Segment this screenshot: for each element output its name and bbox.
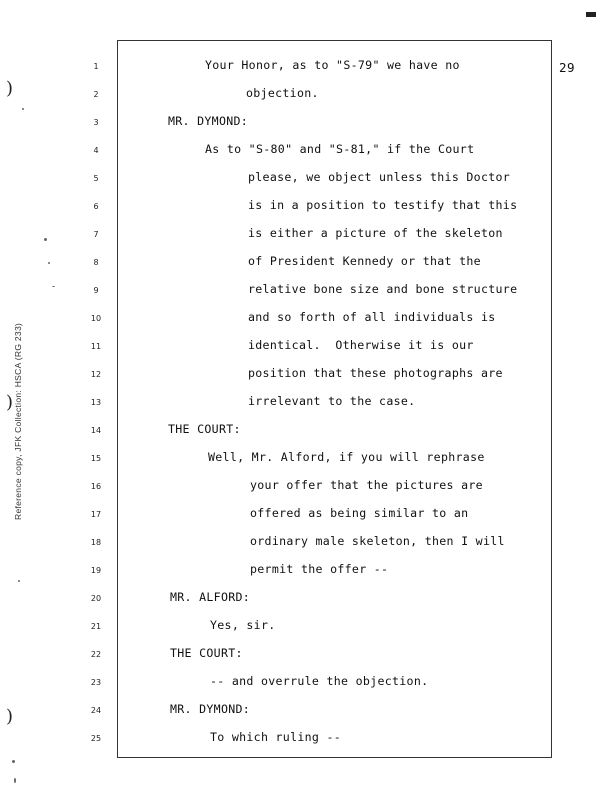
line-number: 12 <box>90 370 102 379</box>
speaker-label: MR. DYMOND: <box>168 114 249 128</box>
line-number: 7 <box>93 230 99 239</box>
speck <box>52 286 55 287</box>
speaker-label: THE COURT: <box>170 646 243 660</box>
line-number: 15 <box>90 454 102 463</box>
transcript-line: identical. Otherwise it is our <box>248 338 474 352</box>
transcript-line: and so forth of all individuals is <box>248 310 496 324</box>
transcript-line: of President Kennedy or that the <box>248 254 481 268</box>
transcript-line: Yes, sir. <box>210 618 276 632</box>
speck <box>22 108 24 110</box>
line-number: 25 <box>90 734 102 743</box>
line-number: 11 <box>90 342 102 351</box>
line-number: 1 <box>93 62 99 71</box>
corner-mark <box>586 12 596 17</box>
speaker-label: MR. DYMOND: <box>170 702 251 716</box>
speaker-label: THE COURT: <box>168 422 241 436</box>
transcript-line: is in a position to testify that this <box>248 198 518 212</box>
line-number: 18 <box>90 538 102 547</box>
line-number: 6 <box>93 202 99 211</box>
transcript-line: position that these photographs are <box>248 366 503 380</box>
transcript-line: permit the offer -- <box>250 562 389 576</box>
transcript-line: is either a picture of the skeleton <box>248 226 503 240</box>
transcript-line: irrelevant to the case. <box>248 394 416 408</box>
speck <box>44 238 47 241</box>
transcript-line: As to "S-80" and "S-81," if the Court <box>205 142 475 156</box>
line-number: 19 <box>90 566 102 575</box>
line-number: 10 <box>90 314 102 323</box>
line-number: 17 <box>90 510 102 519</box>
line-number: 22 <box>90 650 102 659</box>
transcript-line: To which ruling -- <box>210 730 342 744</box>
line-number: 13 <box>90 398 102 407</box>
line-number: 5 <box>93 174 99 183</box>
line-number: 16 <box>90 482 102 491</box>
speck <box>12 760 15 763</box>
transcript-line: your offer that the pictures are <box>250 478 483 492</box>
line-number: 14 <box>90 426 102 435</box>
speaker-label: MR. ALFORD: <box>170 590 251 604</box>
transcript-line: relative bone size and bone structure <box>248 282 518 296</box>
transcript-line: -- and overrule the objection. <box>210 674 429 688</box>
speck <box>18 580 20 582</box>
line-number: 9 <box>93 286 99 295</box>
transcript-line: offered as being similar to an <box>250 506 469 520</box>
line-number: 21 <box>90 622 102 631</box>
transcript-line: ordinary male skeleton, then I will <box>250 534 505 548</box>
line-number: 24 <box>90 706 102 715</box>
transcript-line: objection. <box>246 86 319 100</box>
margin-paren: ) <box>6 78 14 99</box>
margin-paren: ) <box>6 706 14 727</box>
archive-stamp: Reference copy, JFK Collection: HSCA (RG 233) <box>13 322 23 520</box>
margin-paren: ) <box>6 392 14 413</box>
line-number: 23 <box>90 678 102 687</box>
transcript-line: Well, Mr. Alford, if you will rephrase <box>208 450 485 464</box>
speck <box>14 778 16 783</box>
line-number: 3 <box>93 118 99 127</box>
line-number: 20 <box>90 594 102 603</box>
transcript-line: please, we object unless this Doctor <box>248 170 511 184</box>
line-number: 2 <box>93 90 99 99</box>
speck <box>48 262 50 264</box>
transcript-line: Your Honor, as to "S-79" we have no <box>205 58 460 72</box>
page-number: 29 <box>559 60 576 75</box>
line-number: 4 <box>93 146 99 155</box>
line-number: 8 <box>93 258 99 267</box>
